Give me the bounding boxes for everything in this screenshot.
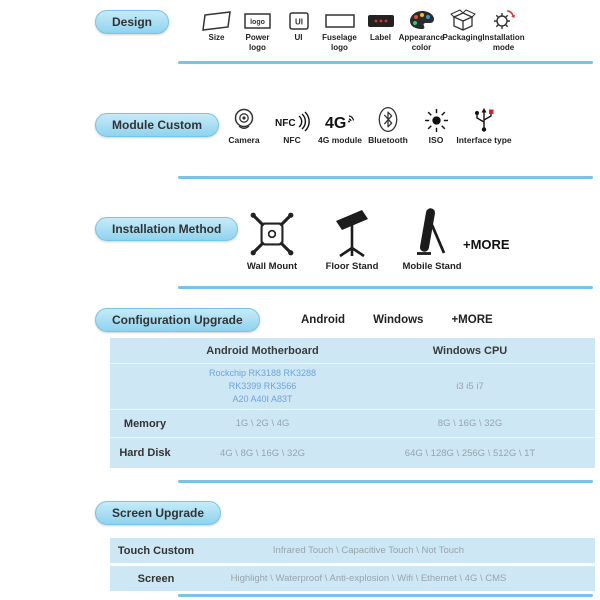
- design-item-label: Installation mode: [482, 33, 525, 52]
- tab-windows: Windows: [373, 314, 424, 326]
- android-cpu-line: Rockchip RK3188 RK3288: [208, 367, 317, 378]
- table-row-memory: [110, 410, 595, 438]
- screen-value: Highlight \ Waterproof \ Anti-explosion \ Wifi \ Ethernet \ 4G \ CMS: [230, 573, 507, 584]
- module-options-row: [220, 105, 512, 145]
- hard-disk-android-value: 4G \ 8G \ 16G \ 32G: [219, 447, 305, 459]
- design-options-row: [196, 7, 524, 52]
- module-item-4g: [316, 105, 364, 145]
- module-item-label: Bluetooth: [368, 135, 408, 145]
- nfc-icon: [274, 105, 310, 133]
- design-item-label: Size: [208, 33, 225, 42]
- design-item-power-logo: [237, 7, 278, 52]
- hard-disk-row-label: Hard Disk: [119, 447, 171, 459]
- memory-windows-value: 8G \ 16G \ 32G: [437, 418, 503, 429]
- design-item-packaging: [442, 7, 483, 43]
- module-item-nfc: [268, 105, 316, 145]
- install-item-label: Floor Stand: [325, 261, 379, 272]
- section-divider: [178, 286, 593, 289]
- design-item-ui: [278, 7, 319, 43]
- package-box-icon: [450, 7, 476, 31]
- section-label-configuration-upgrade: Configuration Upgrade: [95, 308, 260, 332]
- ui-icon-text: UI: [294, 17, 303, 27]
- usb-interface-icon: [471, 105, 498, 133]
- hard-disk-windows-value: 64G \ 128G \ 256G \ 512G \ 1T: [404, 447, 536, 459]
- iso-brightness-icon: [424, 105, 449, 133]
- configuration-table: [110, 338, 595, 468]
- install-item-label: Mobile Stand: [402, 261, 462, 272]
- module-item-label: Interface type: [456, 135, 512, 145]
- section-label-design: Design: [95, 10, 169, 34]
- module-item-label: NFC: [283, 135, 301, 145]
- 4g-icon: [324, 105, 356, 133]
- camera-icon: [231, 105, 257, 133]
- module-item-interface-type: [456, 105, 512, 145]
- monitor-size-icon: [202, 7, 232, 31]
- touch-custom-value: Infrared Touch \ Capacitive Touch \ Not Touch: [272, 545, 465, 556]
- section-divider: [178, 176, 593, 179]
- design-item-label: Power logo: [245, 33, 270, 52]
- design-item-label: Packaging: [442, 33, 483, 42]
- header-android-motherboard: Android Motherboard: [206, 344, 319, 357]
- table-header-row: [110, 338, 595, 364]
- configuration-tabs: [301, 314, 493, 326]
- android-cpu-line: A20 A40I A83T: [232, 394, 293, 405]
- bluetooth-icon: [377, 105, 399, 133]
- installation-more-label: +MORE: [463, 237, 510, 252]
- module-item-label: 4G module: [318, 135, 362, 145]
- section-divider: [178, 594, 593, 597]
- section-label-module-custom: Module Custom: [95, 113, 219, 137]
- tab-android: Android: [301, 314, 346, 326]
- header-windows-cpu: Windows CPU: [432, 344, 508, 357]
- section-divider: [178, 480, 593, 483]
- screen-label: Screen: [137, 572, 175, 585]
- section-label-installation-method: Installation Method: [95, 217, 238, 241]
- table-row-cpu: [110, 364, 595, 410]
- module-item-label: ISO: [428, 135, 444, 145]
- android-cpu-line: RK3399 RK3566: [228, 380, 297, 391]
- install-item-wall-mount: [232, 204, 312, 272]
- design-item-label: Label: [370, 33, 391, 42]
- section-label-screen-upgrade: Screen Upgrade: [95, 501, 221, 525]
- module-item-camera: [220, 105, 268, 145]
- android-cpu-list: [180, 367, 345, 406]
- touch-custom-row: [110, 538, 595, 563]
- install-item-label: Wall Mount: [246, 261, 298, 272]
- 4g-icon-text: 4G: [325, 115, 347, 132]
- memory-android-value: 1G \ 2G \ 4G: [235, 418, 290, 429]
- fuselage-rect-icon: [325, 7, 355, 31]
- logo-icon-text: logo: [250, 19, 265, 26]
- design-item-label: Fuselage logo: [322, 33, 357, 52]
- windows-cpu-list: i3 i5 i7: [456, 381, 484, 392]
- screen-row: [110, 566, 595, 591]
- design-item-label-tag: [360, 7, 401, 43]
- install-item-floor-stand: [312, 204, 392, 272]
- design-item-size: [196, 7, 237, 43]
- module-item-label: Camera: [228, 135, 260, 145]
- section-divider: [178, 61, 593, 64]
- mobile-stand-icon: [413, 204, 451, 258]
- design-item-label: UI: [294, 33, 303, 42]
- installation-options-row: [232, 204, 472, 272]
- table-row-hard-disk: [110, 438, 595, 468]
- design-item-label: Appearance color: [398, 33, 445, 52]
- palette-icon: [409, 7, 435, 31]
- wall-mount-icon: [248, 204, 296, 258]
- design-item-fuselage-logo: [319, 7, 360, 52]
- floor-stand-icon: [327, 204, 377, 258]
- design-item-appearance-color: [398, 7, 445, 52]
- design-item-installation-mode: [483, 7, 524, 52]
- nfc-icon-text: NFC: [275, 118, 296, 129]
- gear-arrow-icon: [492, 7, 516, 31]
- module-item-bluetooth: [364, 105, 412, 145]
- ui-box-icon: [288, 7, 310, 31]
- install-item-mobile-stand: [392, 204, 472, 272]
- module-item-iso: [412, 105, 460, 145]
- touch-custom-label: Touch Custom: [117, 544, 195, 557]
- logo-box-icon: [244, 7, 271, 31]
- label-tag-icon: [367, 7, 395, 31]
- tab-more: +MORE: [451, 314, 493, 326]
- memory-row-label: Memory: [123, 417, 167, 430]
